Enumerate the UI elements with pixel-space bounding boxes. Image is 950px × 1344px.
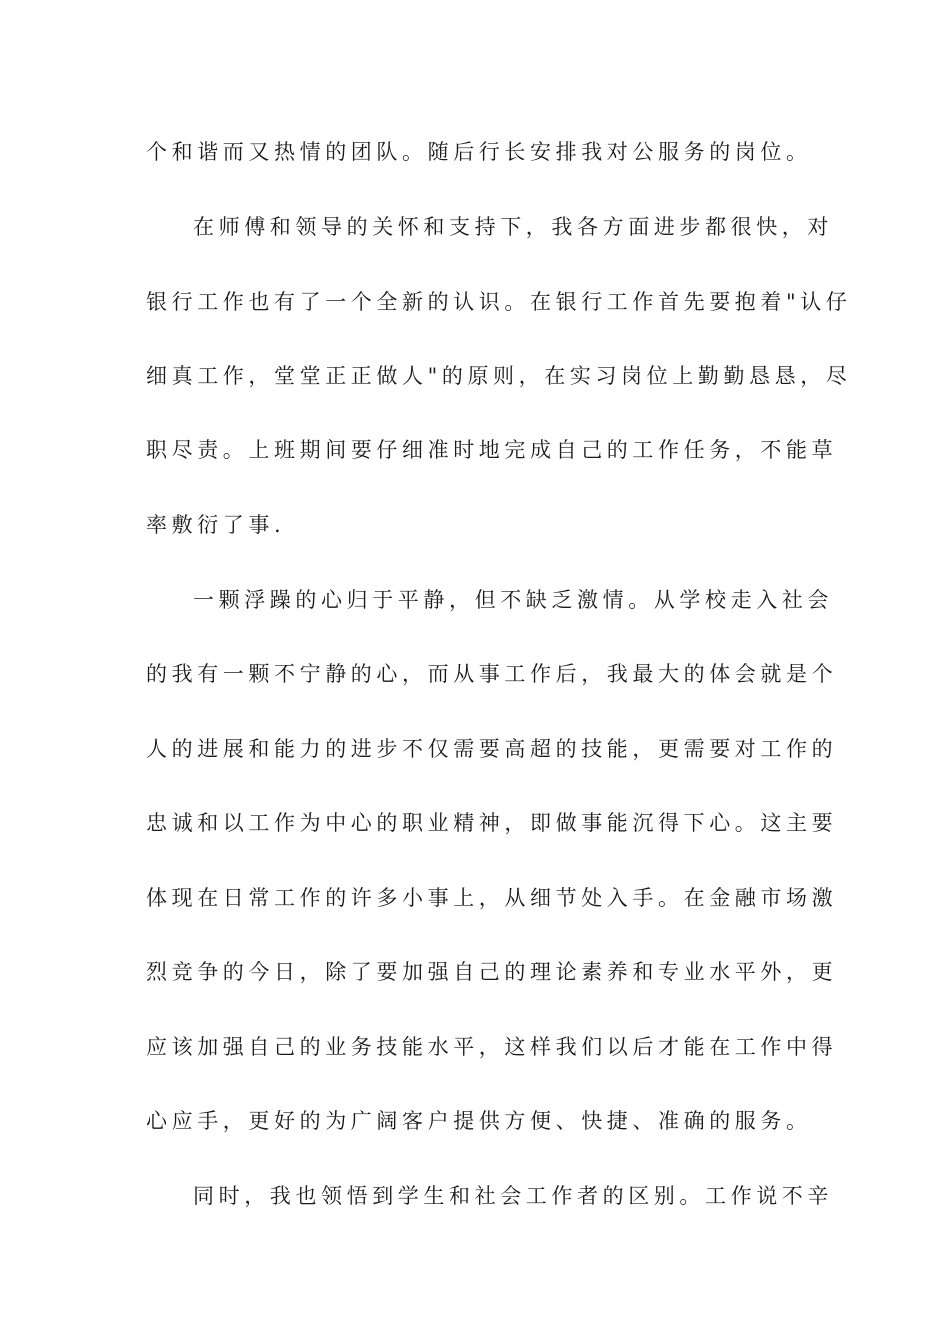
text-line: 体现在日常工作的许多小事上，从细节处入手。在金融市场激	[146, 886, 838, 910]
paragraph-start-line: 在师傅和领导的关怀和支持下，我各方面进步都很快，对	[193, 215, 833, 239]
text-line: 率敷衍了事.	[146, 513, 286, 537]
paragraph-start-line: 同时，我也领悟到学生和社会工作者的区别。工作说不辛	[193, 1184, 833, 1208]
text-line: 忠诚和以工作为中心的职业精神，即做事能沉得下心。这主要	[146, 811, 838, 835]
text-line: 应该加强自己的业务技能水平，这样我们以后才能在工作中得	[146, 1035, 838, 1059]
text-line: 银行工作也有了一个全新的认识。在银行工作首先要抱着"认仔	[146, 290, 852, 314]
text-line: 职尽责。上班期间要仔细准时地完成自己的工作任务，不能草	[146, 438, 838, 462]
text-line: 心应手，更好的为广阔客户提供方便、快捷、准确的服务。	[146, 1109, 812, 1133]
text-line: 的我有一颗不宁静的心，而从事工作后，我最大的体会就是个	[146, 662, 838, 686]
text-line: 人的进展和能力的进步不仅需要高超的技能，更需要对工作的	[146, 737, 838, 761]
text-line: 细真工作，堂堂正正做人"的原则，在实习岗位上勤勤恳恳，尽	[146, 364, 852, 388]
paragraph-start-line: 一颗浮躁的心归于平静，但不缺乏激情。从学校走入社会	[193, 588, 833, 612]
text-line: 烈竞争的今日，除了要加强自己的理论素养和专业水平外，更	[146, 960, 838, 984]
text-line: 个和谐而又热情的团队。随后行长安排我对公服务的岗位。	[146, 140, 812, 164]
